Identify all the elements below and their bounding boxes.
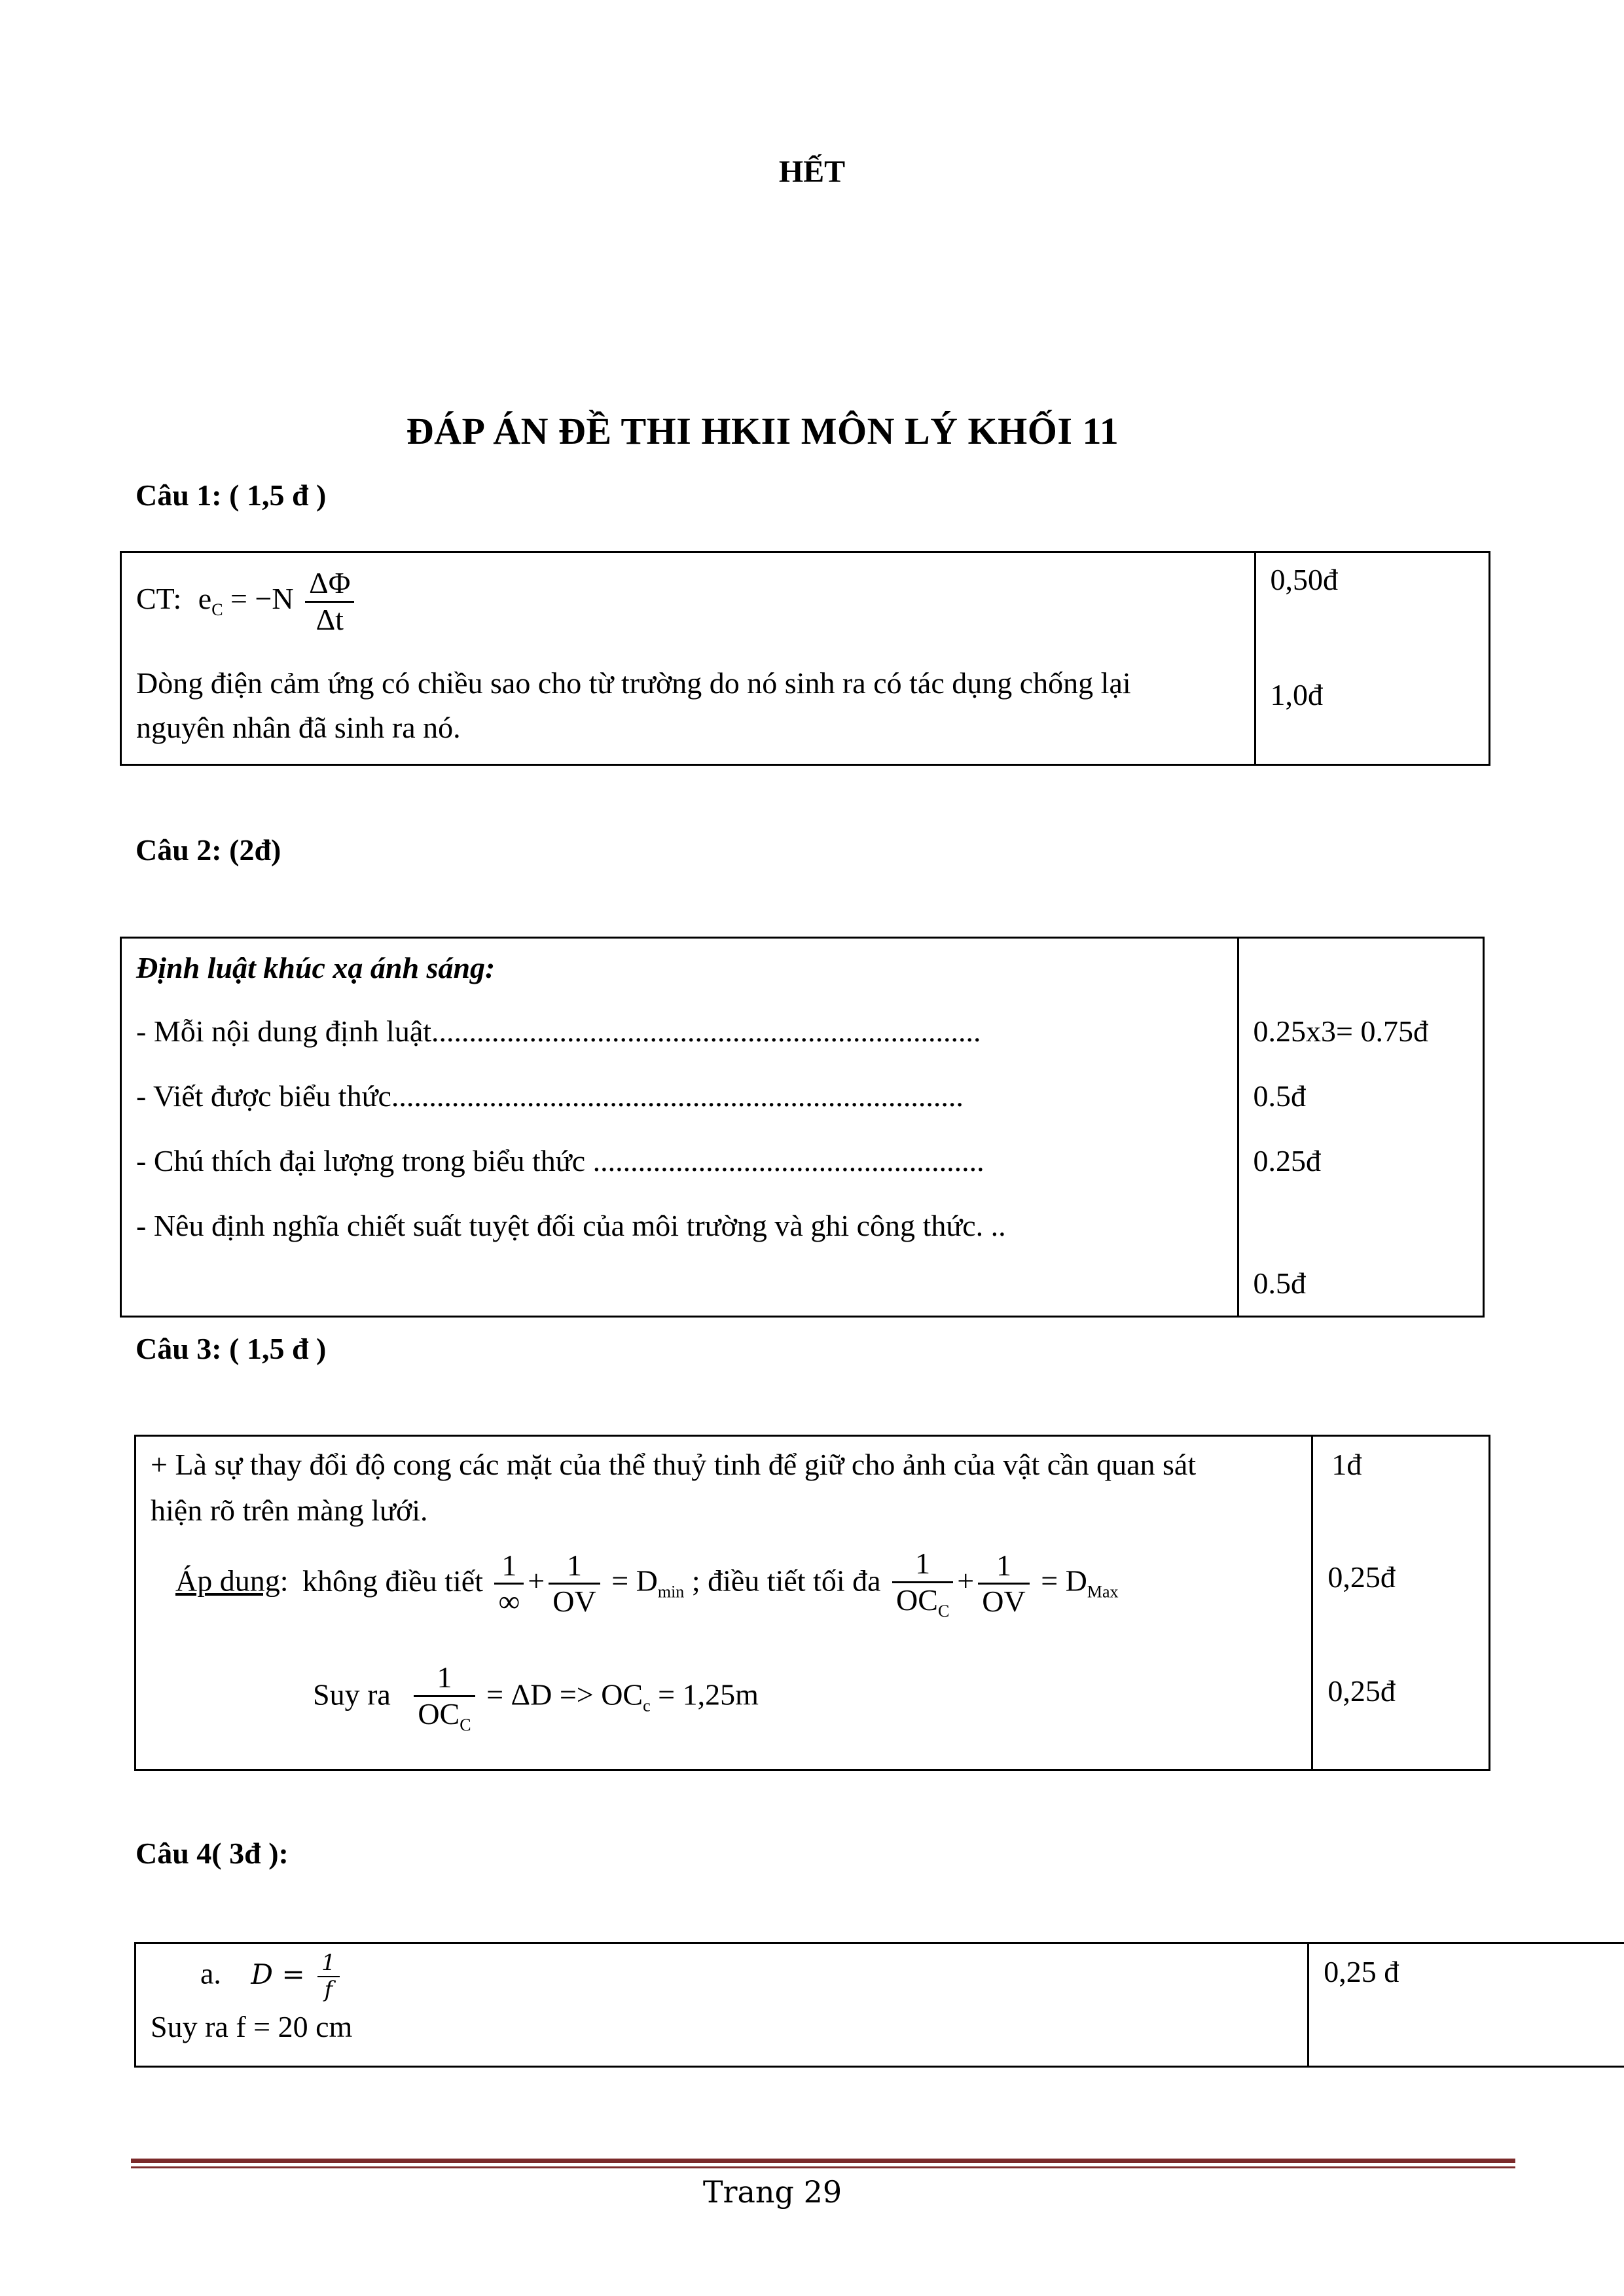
question-1-text-line-1: Dòng điện cảm ứng có chiều sao cho từ trường do nó sinh ra có tác dụng chống lại xyxy=(136,666,1131,700)
question-1-table xyxy=(120,551,1490,766)
question-3-heading: Câu 3: ( 1,5 đ ) xyxy=(135,1332,327,1365)
question-2-scores xyxy=(1238,938,1483,1317)
end-marker: HẾT xyxy=(778,154,846,189)
question-3-scores xyxy=(1312,1436,1490,1770)
question-1-heading: Câu 1: ( 1,5 đ ) xyxy=(135,478,327,512)
question-3-result: Suy ra $\frac{1}{OC_C}$ = $\Delta D => OC_c = 1,25m$ xyxy=(313,1660,759,1735)
question-2-score-2: 0.5đ xyxy=(1253,1079,1307,1113)
question-3-line-2: hiện rõ trên màng lưới. xyxy=(151,1494,428,1527)
footer-rule xyxy=(131,2159,1515,2163)
question-4-scores xyxy=(1308,1943,1624,2067)
question-3-score-2: 0,25đ xyxy=(1327,1560,1396,1594)
question-3-line-1: + Là sự thay đổi độ cong các mặt của thể thuỷ tinh để giữ cho ảnh của vật cần quan sát xyxy=(151,1448,1197,1481)
question-2-content xyxy=(121,938,1238,1317)
question-2-score-1: 0.25x3= 0.75đ xyxy=(1253,1014,1428,1048)
question-4-heading: Câu 4( 3đ ): xyxy=(135,1837,289,1870)
page-number: Trang 29 xyxy=(702,2174,842,2210)
question-4-part-a: a. D = $\frac{1}{f}$ xyxy=(200,1950,344,2003)
question-4-table xyxy=(134,1942,1624,2068)
question-2-heading: Câu 2: (2đ) xyxy=(135,833,281,867)
question-4-content xyxy=(135,1943,1308,2067)
question-4-score: 0,25 đ xyxy=(1324,1955,1399,1988)
question-1-content xyxy=(121,552,1255,765)
question-1-scores xyxy=(1255,552,1490,765)
question-2-item-4: - Nêu định nghĩa chiết suất tuyệt đối của môi trường và ghi công thức. .. xyxy=(136,1209,1006,1242)
question-3-score-1: 1đ xyxy=(1331,1448,1362,1481)
question-3-table xyxy=(134,1435,1490,1771)
question-2-item-2: - Viết được biểu thức............................................................................ xyxy=(136,1079,964,1113)
question-3-content xyxy=(135,1436,1312,1770)
page-title: ĐÁP ÁN ĐỀ THI HKII MÔN LÝ KHỐI 11 xyxy=(406,410,1119,452)
question-3-apply-formula: Áp dung: không điều tiết $\frac{1}{\infty}$ + $\frac{1}{OV}$ = $D_{min}$ ; điều tiết tối đa $\frac{1}{OC_C}$ + $\frac{1}{OV}$ = $D_{Max}$ xyxy=(175,1547,1119,1621)
question-2-item-1: - Mỗi nội dung định luật......................................................................... xyxy=(136,1014,981,1048)
question-2-law-title: Định luật khúc xạ ánh sáng: xyxy=(136,951,496,984)
question-4-result: Suy ra f = 20 cm xyxy=(151,2010,353,2043)
question-1-score-1: 0,50đ xyxy=(1270,563,1338,596)
question-3-score-3: 0,25đ xyxy=(1327,1674,1396,1708)
question-1-formula: CT: $e_C = -N$ $\frac{\Delta\Phi}{\Delta t}$ xyxy=(136,566,358,637)
question-2-score-3: 0.25đ xyxy=(1253,1144,1322,1177)
footer-rule-thin xyxy=(131,2166,1515,2168)
question-2-table xyxy=(120,937,1485,1318)
question-4-formula: D = $\frac{1}{f}$ xyxy=(251,1950,343,2003)
question-2-score-4: 0.5đ xyxy=(1253,1266,1307,1300)
question-1-score-2: 1,0đ xyxy=(1270,678,1323,711)
question-1-text-line-2: nguyên nhân đã sinh ra nó. xyxy=(136,711,461,744)
question-2-item-3: - Chú thích đại lượng trong biểu thức .................................................... xyxy=(136,1144,984,1177)
